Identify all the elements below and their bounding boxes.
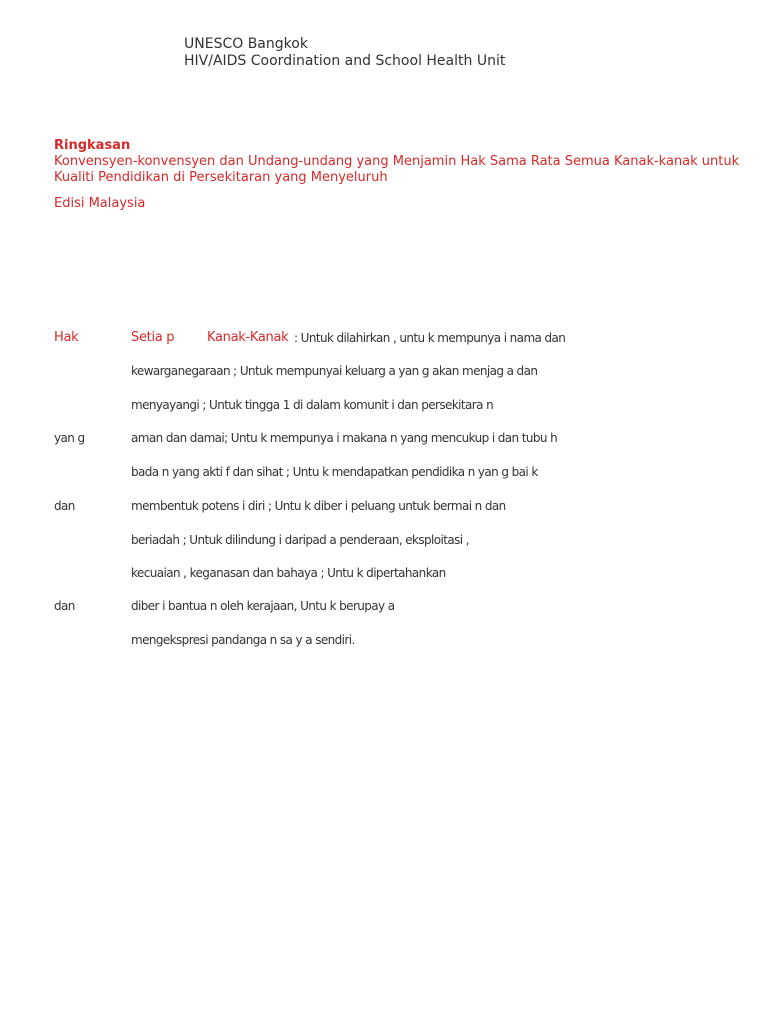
heading-kanak: Kanak-Kanak [207, 330, 289, 345]
text-line-2: kewarganegaraan ; Untuk mempunyai keluarg a yan g akan menjag a dan [131, 364, 538, 378]
text-line-5: bada n yang akti f dan sihat ; Untu k mendapatkan pendidika n yan g bai k [131, 465, 538, 479]
text-line-4: aman dan damai; Untu k mempunya i makana n yang mencukup i dan tubu h [131, 431, 558, 445]
header-unit: HIV/AIDS Coordination and School Health Unit [184, 53, 506, 69]
summary-section [54, 138, 764, 212]
text-line-6-left: dan [54, 499, 75, 513]
text-line-6: membentuk potens i diri ; Untu k diber i peluang untuk bermai n dan [131, 499, 506, 513]
text-line-8: kecuaian , keganasan dan bahaya ; Untu k dipertahankan [131, 566, 446, 580]
document-header [184, 36, 505, 70]
text-line-3: menyayangi ; Untuk tingga 1 di dalam komunit i dan persekitara n [131, 398, 494, 412]
heading-setiap: Setia p [131, 330, 175, 345]
text-line-7: beriadah ; Untuk dilindung i daripad a penderaan, eksploitasi , [131, 533, 469, 547]
text-line-4-left: yan g [54, 431, 85, 445]
summary-subtitle: Konvensyen-konvensyen dan Undang-undang yang Menjamin Hak Sama Rata Semua Kanak-kanak untuk Kualiti Pendidikan di Persekitaran yang Menyeluruh [54, 154, 740, 185]
text-line-1: : Untuk dilahirkan , untu k mempunya i nama dan [294, 331, 566, 345]
text-line-9: diber i bantua n oleh kerajaan, Untu k berupay a [131, 599, 395, 613]
edition-label: Edisi Malaysia [54, 196, 146, 211]
header-org: UNESCO Bangkok [184, 36, 308, 52]
heading-hak: Hak [54, 330, 79, 345]
text-line-10: mengekspresi pandanga n sa y a sendiri. [131, 633, 355, 647]
text-line-9-left: dan [54, 599, 75, 613]
summary-title: Ringkasan [54, 138, 131, 153]
